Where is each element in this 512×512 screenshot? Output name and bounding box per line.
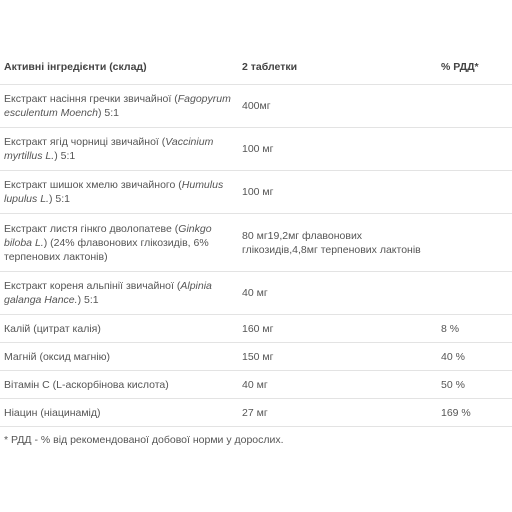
table-row bbox=[0, 315, 512, 343]
table-row bbox=[0, 272, 512, 315]
table-row bbox=[0, 399, 512, 427]
latin-name: Alpinia galanga Hance. bbox=[4, 280, 212, 306]
latin-name: Vaccinium myrtillus L. bbox=[4, 136, 214, 162]
ingredient-cell bbox=[0, 85, 238, 128]
amount-cell: 400мг bbox=[238, 85, 437, 128]
ingredient-suffix: ) 5:1 bbox=[48, 193, 70, 205]
rda-footnote: * РДД - % від рекомендованої добової норми у дорослих. bbox=[4, 434, 284, 446]
ingredient-cell: Калій (цитрат калія) bbox=[0, 315, 238, 343]
ingredients-section bbox=[0, 50, 512, 447]
amount-cell: 150 мг bbox=[238, 343, 437, 371]
amount-cell: 80 мг19,2мг флавонових глікозидів,4,8мг терпенових лактонів bbox=[238, 214, 437, 272]
table-row bbox=[0, 171, 512, 214]
header-rda: % РДД* bbox=[437, 50, 512, 85]
amount-cell: 40 мг bbox=[238, 371, 437, 399]
ingredient-suffix: ) 5:1 bbox=[97, 107, 119, 119]
amount-cell: 100 мг bbox=[238, 171, 437, 214]
ingredient-name: Екстракт шишок хмелю звичайного ( bbox=[4, 179, 182, 191]
ingredient-cell bbox=[0, 128, 238, 171]
latin-name: Humulus lupulus L. bbox=[4, 179, 224, 205]
table-row bbox=[0, 214, 512, 272]
amount-cell: 100 мг bbox=[238, 128, 437, 171]
latin-name: Ginkgo biloba L. bbox=[4, 222, 212, 249]
ingredient-cell: Магній (оксид магнію) bbox=[0, 343, 238, 371]
rda-cell bbox=[437, 214, 512, 272]
amount-cell: 40 мг bbox=[238, 272, 437, 315]
table-row bbox=[0, 85, 512, 128]
ingredient-cell: Ніацин (ніацинамід) bbox=[0, 399, 238, 427]
ingredient-cell bbox=[0, 214, 238, 272]
table-row bbox=[0, 371, 512, 399]
latin-name: Fagopyrum esculentum Moench bbox=[4, 93, 231, 119]
table-row bbox=[0, 128, 512, 171]
rda-cell: 169 % bbox=[437, 399, 512, 427]
ingredient-cell: Вітамін С (L-аскорбінова кислота) bbox=[0, 371, 238, 399]
header-ingredients: Активні інгредієнти (склад) bbox=[0, 50, 238, 85]
amount-cell: 160 мг bbox=[238, 315, 437, 343]
rda-cell bbox=[437, 272, 512, 315]
header-dose: 2 таблетки bbox=[238, 50, 437, 85]
rda-cell bbox=[437, 171, 512, 214]
rda-cell: 8 % bbox=[437, 315, 512, 343]
ingredient-suffix: ) (24% флавонових глікозидів, 6% терпенових лактонів) bbox=[4, 236, 209, 263]
ingredient-name: Екстракт ягід чорниці звичайної ( bbox=[4, 136, 166, 148]
ingredient-name: Екстракт листя гінкго дволопатеве ( bbox=[4, 222, 179, 235]
ingredient-name: Екстракт кореня альпінії звичайної ( bbox=[4, 280, 181, 292]
ingredient-suffix: ) 5:1 bbox=[54, 150, 76, 162]
rda-cell: 50 % bbox=[437, 371, 512, 399]
table-header-row bbox=[0, 50, 512, 85]
ingredient-cell bbox=[0, 272, 238, 315]
rda-cell: 40 % bbox=[437, 343, 512, 371]
ingredient-cell bbox=[0, 171, 238, 214]
table-row bbox=[0, 343, 512, 371]
rda-cell bbox=[437, 85, 512, 128]
ingredient-name: Екстракт насіння гречки звичайної ( bbox=[4, 93, 178, 105]
ingredients-table bbox=[0, 50, 512, 427]
amount-cell: 27 мг bbox=[238, 399, 437, 427]
rda-cell bbox=[437, 128, 512, 171]
ingredient-suffix: ) 5:1 bbox=[77, 294, 99, 306]
